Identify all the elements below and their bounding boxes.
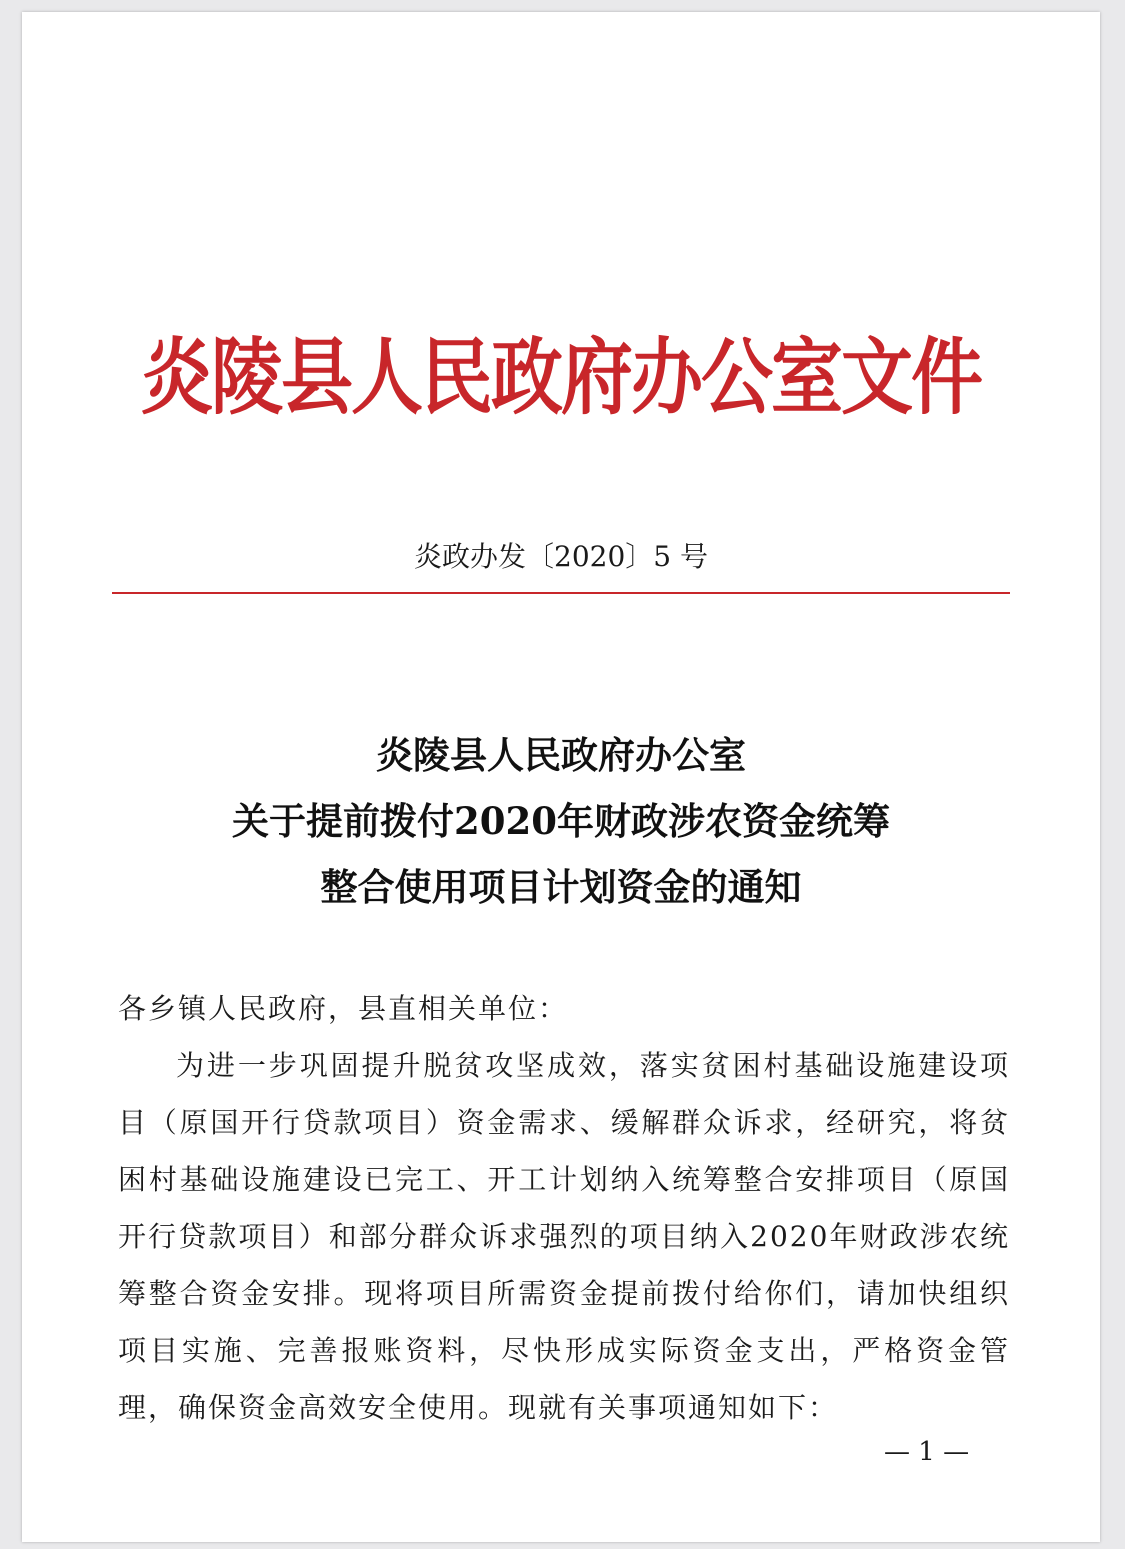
- document-number: 炎政办发〔2020〕5 号: [414, 540, 708, 573]
- page-number: — 1 —: [884, 1437, 970, 1467]
- notice-title-line-2: 关于提前拨付2020年财政涉农资金统筹: [232, 799, 890, 843]
- red-divider-rule: [112, 592, 1010, 594]
- salutation: 各乡镇人民政府，县直相关单位：: [118, 992, 569, 1025]
- body-paragraph: 为进一步巩固提升脱贫攻坚成效，落实贫困村基础设施建设项目（原国开行贷款项目）资金需求、缓解群众诉求，经研究，将贫困村基础设施建设已完工、开工计划纳入统筹整合安排项目（原国开行贷款项目）和部分群众诉求强烈的项目纳入2020年财政涉农统筹整合资金安排。现将项目所需资金提前拨付给你们，请加快组织项目实施、完善报账资料，尽快形成实际资金支出，严格资金管理，确保资金高效安全使用。现就有关事项通知如下：: [118, 1049, 1010, 1424]
- document-header-title: 炎陵县人民政府办公室文件: [140, 327, 981, 426]
- notice-title-line-1: 炎陵县人民政府办公室: [376, 733, 746, 777]
- notice-title-line-3: 整合使用项目计划资金的通知: [320, 865, 802, 909]
- document-body: [118, 980, 1010, 1436]
- notice-title: [22, 722, 1100, 920]
- document-page: [22, 12, 1100, 1542]
